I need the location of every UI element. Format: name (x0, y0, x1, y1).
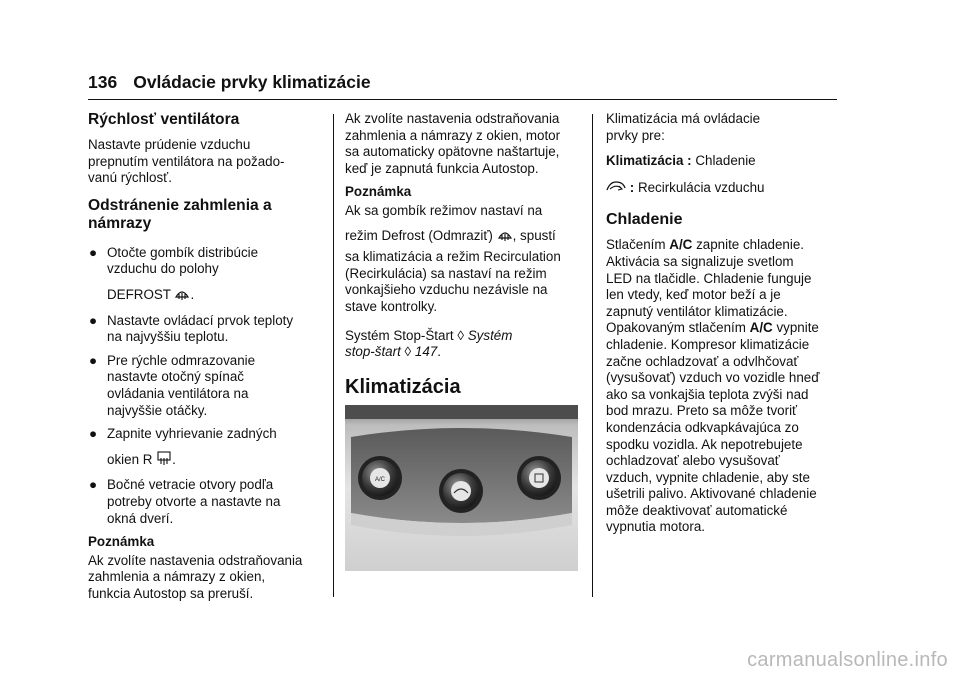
list-item: ● Zapnite vyhrievanie zadných okien R . (88, 426, 328, 470)
column-divider-1 (333, 114, 334, 597)
list-item: ● Bočné vetracie otvory podľa potreby otvorte a nastavte na okná dverí. (89, 477, 281, 526)
front-defrost-icon (497, 226, 513, 247)
heading-defog-defrost: Odstránenie zahmlenia a námrazy (88, 196, 272, 232)
xref-arrow-icon: ◊ (457, 327, 465, 343)
running-header (88, 72, 371, 93)
rear-defrost-icon (156, 450, 172, 471)
watermark: carmanualsonline.info (747, 649, 948, 671)
heading-fan-speed: Rýchlosť ventilátora (88, 111, 240, 128)
xref-link[interactable]: stop-štart ◊ 147 (345, 344, 438, 360)
autostop-paragraph: Ak zvolíte nastavenia odstraňovania zahmlenia a námrazy z okien, motor sa automaticky opätovne naštartuje, keď je zapnutá funkcia Autostop. (345, 111, 561, 176)
stop-start-cross-reference: Systém Stop-Štart ◊ Systém stop-štart ◊ 147. (345, 327, 513, 360)
list-item: ● Otočte gombík distribúcie vzduchu do polohy DEFROST . (88, 245, 328, 306)
column-2 (345, 111, 585, 415)
cooling-paragraph: Stlačením A/C zapnite chladenie. Aktivácia sa signalizuje svetlom LED na tlačidle. Chladenie funguje len vtedy, keď motor beží a je zapnutý ventilátor klimatizácie. Opakovaným stlačením A/C vypnite chladenie. Kompresor klimatizácie začne ochladzovať a odvlhčovať (vysušovať) vzduch vo vozidle hneď ako sa vonkajšia teplota zvýši nad bod mrazu. Preto sa môže tvoriť kondenzácia odkvapkávajúca zo spodku vozidla. Ak nepotrebujete ochladzovať alebo vysušovať vzduch, vypnite chladenie, aby ste ušetrili palivo. Aktivované chladenie môže deaktivovať automatické vypnutia motora. (606, 237, 820, 535)
column-3 (606, 111, 841, 543)
chapter-title: Ovládacie prvky klimatizácie (133, 72, 371, 92)
bullet-dot: ● (89, 244, 98, 260)
climate-control-photo (345, 405, 578, 571)
fan-speed-paragraph: Nastavte prúdenie vzduchu prepnutím ventilátora na požado- vanú rýchlosť. (88, 137, 285, 186)
list-item: ● Pre rýchle odmrazovanie nastavte otočný spínač ovládania ventilátora na najvyššie otáčky. (89, 352, 256, 418)
controls-intro: Klimatizácia má ovládacie prvky pre: (606, 111, 761, 143)
control-item-ac: Klimatizácia : Chladenie (606, 153, 756, 169)
header-rule (88, 99, 837, 100)
column-1 (88, 111, 328, 609)
recirculation-icon (606, 179, 626, 198)
column-divider-2 (592, 114, 593, 597)
list-item: ● Nastavte ovládací prvok teploty na najvyššiu teplotu. (89, 312, 294, 345)
front-defrost-icon (174, 285, 190, 306)
ac-button-label: A/C (374, 477, 386, 483)
note-title: Poznámka (88, 534, 155, 550)
defrost-steps-list (88, 245, 328, 527)
note-text-2: Ak sa gombík režimov nastaví na režim Defrost (Odmraziť) , spustí sa klimatizácia a režim Recirculation (Recirkulácia) sa nastaví na režim vonkajšieho vzduchu nezávisle na stave kontrolky. (345, 202, 561, 314)
heading-air-conditioning: Klimatizácia (345, 375, 461, 398)
note-title-2: Poznámka (345, 184, 412, 200)
note-text: Ak zvolíte nastavenia odstraňovania zahmlenia a námrazy z okien, funkcia Autostop sa preruší. (88, 552, 303, 601)
control-item-recirculation: : Recirkulácia vzduchu (606, 179, 841, 198)
page-number: 136 (88, 72, 118, 92)
heading-cooling: Chladenie (606, 211, 683, 229)
